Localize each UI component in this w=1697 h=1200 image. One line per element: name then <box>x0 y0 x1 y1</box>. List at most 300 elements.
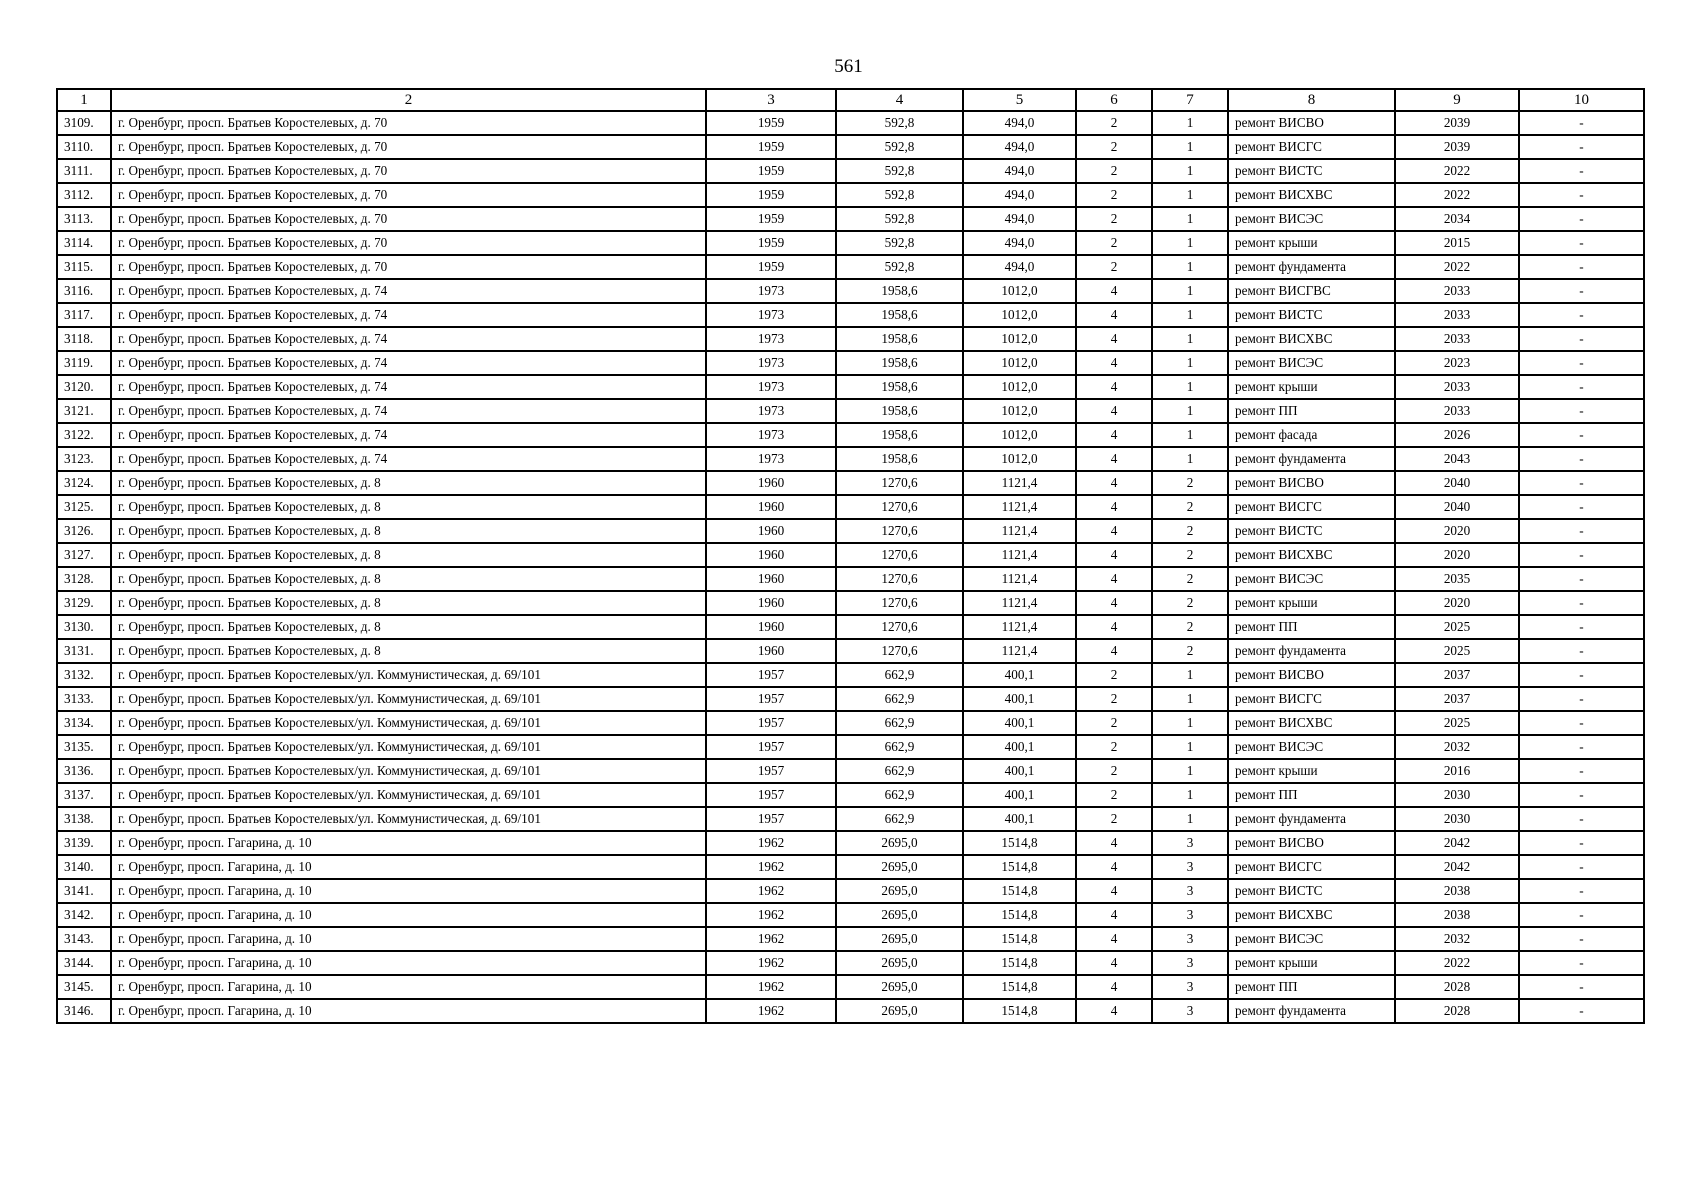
cell-floors: 4 <box>1076 423 1152 447</box>
cell-note: - <box>1519 615 1644 639</box>
table-row <box>57 567 1644 591</box>
cell-entrances: 1 <box>1152 303 1228 327</box>
cell-living-area: 1514,8 <box>963 951 1076 975</box>
cell-living-area: 494,0 <box>963 183 1076 207</box>
cell-note: - <box>1519 543 1644 567</box>
table-row <box>57 255 1644 279</box>
cell-living-area: 1121,4 <box>963 519 1076 543</box>
cell-year-built: 1959 <box>706 111 836 135</box>
cell-entrances: 3 <box>1152 975 1228 999</box>
cell-year-built: 1959 <box>706 207 836 231</box>
cell-address: г. Оренбург, просп. Гагарина, д. 10 <box>111 951 706 975</box>
cell-year-built: 1973 <box>706 423 836 447</box>
cell-floors: 4 <box>1076 495 1152 519</box>
cell-living-area: 494,0 <box>963 207 1076 231</box>
cell-work-type: ремонт ВИСЭС <box>1228 351 1395 375</box>
cell-address: г. Оренбург, просп. Гагарина, д. 10 <box>111 879 706 903</box>
cell-total-area: 2695,0 <box>836 831 963 855</box>
cell-total-area: 592,8 <box>836 159 963 183</box>
cell-total-area: 1270,6 <box>836 615 963 639</box>
cell-floors: 2 <box>1076 183 1152 207</box>
cell-row-number: 3109. <box>57 111 111 135</box>
cell-year-built: 1959 <box>706 183 836 207</box>
page-number: 561 <box>834 56 863 77</box>
cell-address: г. Оренбург, просп. Братьев Коростелевых/ул. Коммунистическая, д. 69/101 <box>111 663 706 687</box>
cell-total-area: 1270,6 <box>836 591 963 615</box>
cell-living-area: 1012,0 <box>963 327 1076 351</box>
cell-total-area: 662,9 <box>836 783 963 807</box>
column-header-5: 5 <box>963 89 1076 111</box>
cell-address: г. Оренбург, просп. Гагарина, д. 10 <box>111 975 706 999</box>
cell-living-area: 494,0 <box>963 159 1076 183</box>
table-row <box>57 663 1644 687</box>
cell-total-area: 2695,0 <box>836 999 963 1023</box>
cell-total-area: 1270,6 <box>836 495 963 519</box>
cell-address: г. Оренбург, просп. Братьев Коростелевых, д. 8 <box>111 615 706 639</box>
cell-floors: 4 <box>1076 543 1152 567</box>
cell-work-type: ремонт ВИСТС <box>1228 519 1395 543</box>
cell-year-built: 1959 <box>706 135 836 159</box>
cell-total-area: 1958,6 <box>836 279 963 303</box>
cell-year-built: 1973 <box>706 351 836 375</box>
cell-floors: 2 <box>1076 807 1152 831</box>
cell-total-area: 1958,6 <box>836 399 963 423</box>
cell-living-area: 400,1 <box>963 711 1076 735</box>
cell-total-area: 592,8 <box>836 255 963 279</box>
cell-work-type: ремонт крыши <box>1228 375 1395 399</box>
cell-total-area: 1270,6 <box>836 543 963 567</box>
cell-address: г. Оренбург, просп. Гагарина, д. 10 <box>111 903 706 927</box>
cell-row-number: 3123. <box>57 447 111 471</box>
cell-total-area: 662,9 <box>836 711 963 735</box>
cell-entrances: 1 <box>1152 111 1228 135</box>
cell-planned-year: 2022 <box>1395 951 1519 975</box>
cell-floors: 4 <box>1076 975 1152 999</box>
cell-planned-year: 2033 <box>1395 399 1519 423</box>
table-row <box>57 279 1644 303</box>
table-row <box>57 471 1644 495</box>
table-row <box>57 519 1644 543</box>
cell-living-area: 400,1 <box>963 663 1076 687</box>
cell-year-built: 1957 <box>706 783 836 807</box>
cell-year-built: 1960 <box>706 495 836 519</box>
cell-living-area: 1514,8 <box>963 855 1076 879</box>
cell-note: - <box>1519 687 1644 711</box>
cell-address: г. Оренбург, просп. Гагарина, д. 10 <box>111 999 706 1023</box>
cell-living-area: 1514,8 <box>963 975 1076 999</box>
cell-living-area: 400,1 <box>963 783 1076 807</box>
cell-address: г. Оренбург, просп. Братьев Коростелевых, д. 70 <box>111 111 706 135</box>
cell-planned-year: 2020 <box>1395 591 1519 615</box>
cell-floors: 4 <box>1076 639 1152 663</box>
cell-note: - <box>1519 999 1644 1023</box>
cell-row-number: 3118. <box>57 327 111 351</box>
cell-work-type: ремонт ПП <box>1228 783 1395 807</box>
cell-address: г. Оренбург, просп. Братьев Коростелевых, д. 70 <box>111 159 706 183</box>
cell-address: г. Оренбург, просп. Братьев Коростелевых, д. 74 <box>111 279 706 303</box>
cell-total-area: 1270,6 <box>836 471 963 495</box>
cell-planned-year: 2038 <box>1395 903 1519 927</box>
cell-floors: 4 <box>1076 903 1152 927</box>
cell-total-area: 1958,6 <box>836 447 963 471</box>
cell-note: - <box>1519 423 1644 447</box>
cell-living-area: 1514,8 <box>963 879 1076 903</box>
cell-row-number: 3126. <box>57 519 111 543</box>
cell-entrances: 1 <box>1152 711 1228 735</box>
cell-floors: 4 <box>1076 399 1152 423</box>
cell-living-area: 1514,8 <box>963 831 1076 855</box>
cell-work-type: ремонт фундамента <box>1228 639 1395 663</box>
cell-floors: 4 <box>1076 591 1152 615</box>
cell-address: г. Оренбург, просп. Братьев Коростелевых, д. 70 <box>111 135 706 159</box>
cell-year-built: 1962 <box>706 999 836 1023</box>
cell-year-built: 1957 <box>706 807 836 831</box>
table-row <box>57 207 1644 231</box>
cell-planned-year: 2042 <box>1395 855 1519 879</box>
cell-year-built: 1957 <box>706 687 836 711</box>
cell-address: г. Оренбург, просп. Братьев Коростелевых/ул. Коммунистическая, д. 69/101 <box>111 711 706 735</box>
cell-floors: 4 <box>1076 951 1152 975</box>
cell-entrances: 2 <box>1152 591 1228 615</box>
cell-address: г. Оренбург, просп. Братьев Коростелевых/ул. Коммунистическая, д. 69/101 <box>111 687 706 711</box>
cell-address: г. Оренбург, просп. Братьев Коростелевых, д. 74 <box>111 447 706 471</box>
table-row <box>57 903 1644 927</box>
cell-year-built: 1973 <box>706 327 836 351</box>
table-row <box>57 951 1644 975</box>
cell-living-area: 1012,0 <box>963 375 1076 399</box>
cell-year-built: 1960 <box>706 639 836 663</box>
cell-floors: 4 <box>1076 927 1152 951</box>
cell-address: г. Оренбург, просп. Гагарина, д. 10 <box>111 855 706 879</box>
cell-year-built: 1962 <box>706 975 836 999</box>
cell-row-number: 3127. <box>57 543 111 567</box>
table-row <box>57 183 1644 207</box>
cell-total-area: 2695,0 <box>836 879 963 903</box>
cell-total-area: 2695,0 <box>836 927 963 951</box>
cell-address: г. Оренбург, просп. Братьев Коростелевых/ул. Коммунистическая, д. 69/101 <box>111 783 706 807</box>
cell-planned-year: 2037 <box>1395 687 1519 711</box>
cell-entrances: 1 <box>1152 159 1228 183</box>
cell-living-area: 1012,0 <box>963 303 1076 327</box>
cell-row-number: 3145. <box>57 975 111 999</box>
cell-entrances: 1 <box>1152 207 1228 231</box>
cell-row-number: 3129. <box>57 591 111 615</box>
cell-work-type: ремонт ВИСХВС <box>1228 711 1395 735</box>
cell-work-type: ремонт ВИСХВС <box>1228 543 1395 567</box>
cell-row-number: 3122. <box>57 423 111 447</box>
table-row <box>57 399 1644 423</box>
cell-floors: 2 <box>1076 783 1152 807</box>
cell-planned-year: 2033 <box>1395 375 1519 399</box>
table-row <box>57 783 1644 807</box>
cell-year-built: 1960 <box>706 615 836 639</box>
cell-living-area: 400,1 <box>963 759 1076 783</box>
cell-work-type: ремонт ВИСВО <box>1228 663 1395 687</box>
cell-row-number: 3111. <box>57 159 111 183</box>
table-row <box>57 447 1644 471</box>
cell-floors: 4 <box>1076 831 1152 855</box>
cell-planned-year: 2040 <box>1395 495 1519 519</box>
repair-schedule-table <box>56 88 1645 1024</box>
cell-work-type: ремонт крыши <box>1228 951 1395 975</box>
cell-note: - <box>1519 519 1644 543</box>
cell-year-built: 1960 <box>706 471 836 495</box>
cell-entrances: 2 <box>1152 615 1228 639</box>
cell-total-area: 1958,6 <box>836 423 963 447</box>
cell-row-number: 3138. <box>57 807 111 831</box>
cell-work-type: ремонт ВИСГВС <box>1228 279 1395 303</box>
cell-total-area: 1270,6 <box>836 639 963 663</box>
table-row <box>57 327 1644 351</box>
table-row <box>57 351 1644 375</box>
table-row <box>57 687 1644 711</box>
cell-planned-year: 2032 <box>1395 927 1519 951</box>
cell-work-type: ремонт ПП <box>1228 975 1395 999</box>
cell-address: г. Оренбург, просп. Братьев Коростелевых, д. 74 <box>111 423 706 447</box>
cell-note: - <box>1519 639 1644 663</box>
cell-address: г. Оренбург, просп. Братьев Коростелевых, д. 74 <box>111 399 706 423</box>
cell-year-built: 1957 <box>706 759 836 783</box>
cell-row-number: 3112. <box>57 183 111 207</box>
cell-address: г. Оренбург, просп. Братьев Коростелевых, д. 8 <box>111 495 706 519</box>
cell-work-type: ремонт ВИСВО <box>1228 111 1395 135</box>
cell-planned-year: 2033 <box>1395 303 1519 327</box>
cell-planned-year: 2033 <box>1395 279 1519 303</box>
cell-year-built: 1962 <box>706 831 836 855</box>
cell-total-area: 592,8 <box>836 111 963 135</box>
cell-row-number: 3142. <box>57 903 111 927</box>
cell-living-area: 400,1 <box>963 735 1076 759</box>
cell-note: - <box>1519 375 1644 399</box>
table-row <box>57 495 1644 519</box>
column-header-4: 4 <box>836 89 963 111</box>
cell-year-built: 1959 <box>706 255 836 279</box>
cell-total-area: 592,8 <box>836 207 963 231</box>
cell-total-area: 592,8 <box>836 135 963 159</box>
cell-entrances: 1 <box>1152 759 1228 783</box>
cell-planned-year: 2025 <box>1395 639 1519 663</box>
cell-note: - <box>1519 255 1644 279</box>
cell-work-type: ремонт фундамента <box>1228 255 1395 279</box>
cell-floors: 4 <box>1076 999 1152 1023</box>
cell-floors: 2 <box>1076 687 1152 711</box>
cell-note: - <box>1519 231 1644 255</box>
cell-row-number: 3132. <box>57 663 111 687</box>
cell-entrances: 1 <box>1152 351 1228 375</box>
cell-living-area: 1121,4 <box>963 639 1076 663</box>
cell-total-area: 2695,0 <box>836 975 963 999</box>
table-row <box>57 231 1644 255</box>
cell-floors: 4 <box>1076 855 1152 879</box>
cell-address: г. Оренбург, просп. Братьев Коростелевых, д. 8 <box>111 543 706 567</box>
cell-floors: 2 <box>1076 711 1152 735</box>
cell-row-number: 3140. <box>57 855 111 879</box>
cell-floors: 2 <box>1076 255 1152 279</box>
cell-floors: 4 <box>1076 303 1152 327</box>
cell-planned-year: 2026 <box>1395 423 1519 447</box>
cell-entrances: 1 <box>1152 255 1228 279</box>
cell-entrances: 1 <box>1152 399 1228 423</box>
cell-row-number: 3115. <box>57 255 111 279</box>
cell-floors: 4 <box>1076 615 1152 639</box>
cell-total-area: 1958,6 <box>836 375 963 399</box>
cell-planned-year: 2025 <box>1395 615 1519 639</box>
cell-year-built: 1957 <box>706 711 836 735</box>
cell-planned-year: 2034 <box>1395 207 1519 231</box>
cell-living-area: 1012,0 <box>963 423 1076 447</box>
column-header-10: 10 <box>1519 89 1644 111</box>
cell-floors: 4 <box>1076 447 1152 471</box>
cell-entrances: 1 <box>1152 447 1228 471</box>
cell-address: г. Оренбург, просп. Братьев Коростелевых, д. 74 <box>111 303 706 327</box>
cell-note: - <box>1519 927 1644 951</box>
cell-work-type: ремонт ВИСЭС <box>1228 567 1395 591</box>
table-row <box>57 831 1644 855</box>
cell-work-type: ремонт ВИСХВС <box>1228 327 1395 351</box>
cell-note: - <box>1519 975 1644 999</box>
cell-living-area: 1012,0 <box>963 399 1076 423</box>
cell-note: - <box>1519 855 1644 879</box>
cell-work-type: ремонт фундамента <box>1228 807 1395 831</box>
cell-year-built: 1962 <box>706 855 836 879</box>
cell-row-number: 3113. <box>57 207 111 231</box>
cell-planned-year: 2022 <box>1395 255 1519 279</box>
cell-entrances: 1 <box>1152 735 1228 759</box>
cell-planned-year: 2016 <box>1395 759 1519 783</box>
table-row <box>57 735 1644 759</box>
cell-floors: 2 <box>1076 663 1152 687</box>
table-row <box>57 855 1644 879</box>
cell-entrances: 2 <box>1152 519 1228 543</box>
column-header-2: 2 <box>111 89 706 111</box>
cell-year-built: 1973 <box>706 303 836 327</box>
cell-row-number: 3135. <box>57 735 111 759</box>
table-row <box>57 711 1644 735</box>
cell-floors: 4 <box>1076 879 1152 903</box>
cell-work-type: ремонт ВИСВО <box>1228 471 1395 495</box>
header-row <box>57 89 1644 111</box>
cell-work-type: ремонт фундамента <box>1228 447 1395 471</box>
cell-address: г. Оренбург, просп. Братьев Коростелевых, д. 8 <box>111 567 706 591</box>
cell-row-number: 3133. <box>57 687 111 711</box>
table-row <box>57 999 1644 1023</box>
cell-entrances: 1 <box>1152 375 1228 399</box>
cell-note: - <box>1519 471 1644 495</box>
cell-entrances: 3 <box>1152 951 1228 975</box>
cell-note: - <box>1519 111 1644 135</box>
table-row <box>57 135 1644 159</box>
cell-planned-year: 2040 <box>1395 471 1519 495</box>
cell-note: - <box>1519 327 1644 351</box>
cell-planned-year: 2028 <box>1395 999 1519 1023</box>
table-row <box>57 303 1644 327</box>
cell-address: г. Оренбург, просп. Гагарина, д. 10 <box>111 831 706 855</box>
table-row <box>57 423 1644 447</box>
cell-floors: 2 <box>1076 759 1152 783</box>
cell-entrances: 3 <box>1152 999 1228 1023</box>
cell-row-number: 3144. <box>57 951 111 975</box>
cell-work-type: ремонт ПП <box>1228 399 1395 423</box>
cell-note: - <box>1519 279 1644 303</box>
cell-floors: 4 <box>1076 279 1152 303</box>
cell-work-type: ремонт ВИСВО <box>1228 831 1395 855</box>
cell-row-number: 3117. <box>57 303 111 327</box>
cell-planned-year: 2015 <box>1395 231 1519 255</box>
cell-work-type: ремонт ВИСЭС <box>1228 735 1395 759</box>
cell-work-type: ремонт ВИСГС <box>1228 855 1395 879</box>
table-row <box>57 975 1644 999</box>
cell-living-area: 1121,4 <box>963 495 1076 519</box>
cell-row-number: 3110. <box>57 135 111 159</box>
cell-note: - <box>1519 759 1644 783</box>
cell-planned-year: 2020 <box>1395 543 1519 567</box>
cell-row-number: 3141. <box>57 879 111 903</box>
cell-year-built: 1962 <box>706 927 836 951</box>
cell-total-area: 592,8 <box>836 183 963 207</box>
cell-note: - <box>1519 399 1644 423</box>
cell-note: - <box>1519 135 1644 159</box>
cell-total-area: 662,9 <box>836 735 963 759</box>
cell-row-number: 3125. <box>57 495 111 519</box>
cell-year-built: 1957 <box>706 663 836 687</box>
cell-address: г. Оренбург, просп. Братьев Коростелевых, д. 74 <box>111 375 706 399</box>
cell-year-built: 1957 <box>706 735 836 759</box>
cell-planned-year: 2042 <box>1395 831 1519 855</box>
cell-total-area: 592,8 <box>836 231 963 255</box>
table-row <box>57 879 1644 903</box>
cell-floors: 4 <box>1076 567 1152 591</box>
cell-entrances: 1 <box>1152 183 1228 207</box>
cell-work-type: ремонт ВИСТС <box>1228 303 1395 327</box>
cell-note: - <box>1519 207 1644 231</box>
cell-row-number: 3136. <box>57 759 111 783</box>
cell-floors: 2 <box>1076 231 1152 255</box>
cell-planned-year: 2039 <box>1395 111 1519 135</box>
cell-year-built: 1960 <box>706 543 836 567</box>
cell-note: - <box>1519 591 1644 615</box>
cell-year-built: 1959 <box>706 231 836 255</box>
cell-work-type: ремонт ВИСХВС <box>1228 183 1395 207</box>
cell-address: г. Оренбург, просп. Гагарина, д. 10 <box>111 927 706 951</box>
cell-note: - <box>1519 783 1644 807</box>
cell-total-area: 1270,6 <box>836 519 963 543</box>
cell-living-area: 1012,0 <box>963 279 1076 303</box>
cell-floors: 4 <box>1076 375 1152 399</box>
cell-note: - <box>1519 951 1644 975</box>
cell-work-type: ремонт крыши <box>1228 231 1395 255</box>
cell-note: - <box>1519 159 1644 183</box>
cell-entrances: 1 <box>1152 687 1228 711</box>
cell-living-area: 1121,4 <box>963 591 1076 615</box>
cell-row-number: 3119. <box>57 351 111 375</box>
cell-row-number: 3120. <box>57 375 111 399</box>
cell-entrances: 3 <box>1152 855 1228 879</box>
cell-living-area: 1012,0 <box>963 351 1076 375</box>
table-row <box>57 375 1644 399</box>
cell-row-number: 3137. <box>57 783 111 807</box>
cell-entrances: 3 <box>1152 879 1228 903</box>
cell-note: - <box>1519 351 1644 375</box>
cell-year-built: 1973 <box>706 399 836 423</box>
table-row <box>57 591 1644 615</box>
cell-entrances: 3 <box>1152 831 1228 855</box>
cell-floors: 2 <box>1076 735 1152 759</box>
cell-living-area: 1121,4 <box>963 567 1076 591</box>
table-row <box>57 111 1644 135</box>
cell-living-area: 494,0 <box>963 255 1076 279</box>
table-row <box>57 759 1644 783</box>
column-header-9: 9 <box>1395 89 1519 111</box>
